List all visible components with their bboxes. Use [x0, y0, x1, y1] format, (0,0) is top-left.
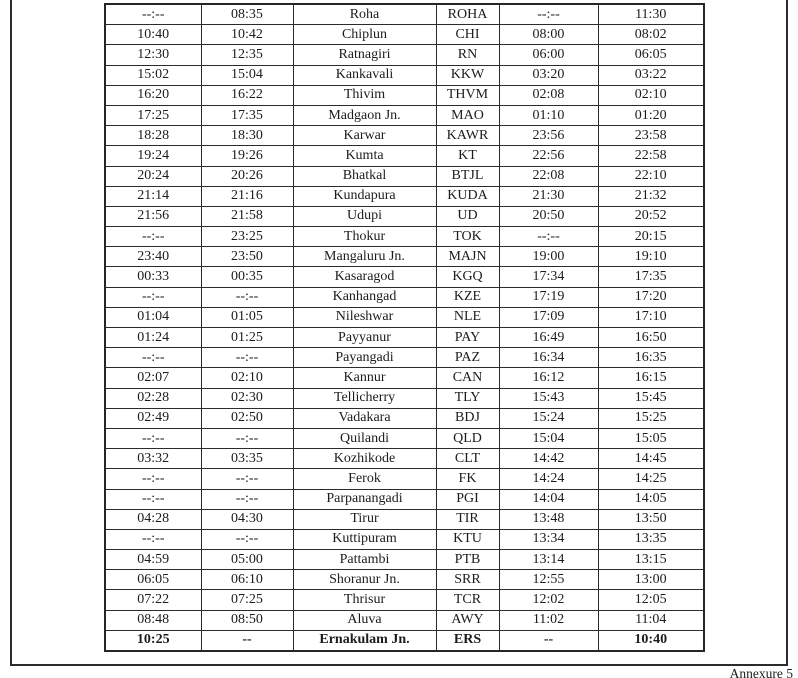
up-departure-cell: 06:05	[598, 45, 704, 65]
table-row	[105, 85, 704, 105]
station-code-cell: PAY	[436, 328, 499, 348]
up-arrival-cell: 06:00	[499, 45, 598, 65]
down-arrival-cell: 23:40	[105, 247, 201, 267]
station-code-cell: KZE	[436, 287, 499, 307]
down-arrival-cell: 01:04	[105, 307, 201, 327]
down-arrival-cell: --:--	[105, 428, 201, 448]
station-name-cell: Parpanangadi	[293, 489, 436, 509]
station-name-cell: Pattambi	[293, 550, 436, 570]
station-code-cell: KKW	[436, 65, 499, 85]
up-departure-cell: 15:45	[598, 388, 704, 408]
down-departure-cell: 07:25	[201, 590, 293, 610]
up-arrival-cell: 12:55	[499, 570, 598, 590]
train-timetable	[104, 3, 705, 652]
page-border-right	[786, 0, 788, 666]
down-arrival-cell: 20:24	[105, 166, 201, 186]
down-arrival-cell: --:--	[105, 227, 201, 247]
station-name-cell: Ferok	[293, 469, 436, 489]
down-departure-cell: 16:22	[201, 85, 293, 105]
station-code-cell: NLE	[436, 307, 499, 327]
up-departure-cell: 16:50	[598, 328, 704, 348]
table-row	[105, 227, 704, 247]
down-arrival-cell: 01:24	[105, 328, 201, 348]
station-code-cell: MAO	[436, 105, 499, 125]
up-arrival-cell: 01:10	[499, 105, 598, 125]
station-code-cell: KTU	[436, 529, 499, 549]
table-row	[105, 247, 704, 267]
down-arrival-cell: 03:32	[105, 449, 201, 469]
up-arrival-cell: 17:19	[499, 287, 598, 307]
up-departure-cell: 01:20	[598, 105, 704, 125]
station-code-cell: TIR	[436, 509, 499, 529]
table-row	[105, 570, 704, 590]
up-arrival-cell: 20:50	[499, 206, 598, 226]
up-departure-cell: 23:58	[598, 126, 704, 146]
up-arrival-cell: 19:00	[499, 247, 598, 267]
up-departure-cell: 20:52	[598, 206, 704, 226]
table-row	[105, 590, 704, 610]
station-code-cell: CLT	[436, 449, 499, 469]
up-departure-cell: 13:00	[598, 570, 704, 590]
station-name-cell: Chiplun	[293, 25, 436, 45]
down-departure-cell: 17:35	[201, 105, 293, 125]
up-departure-cell: 13:50	[598, 509, 704, 529]
up-arrival-cell: --:--	[499, 4, 598, 25]
station-name-cell: Payyanur	[293, 328, 436, 348]
station-name-cell: Kuttipuram	[293, 529, 436, 549]
station-name-cell: Kumta	[293, 146, 436, 166]
down-departure-cell: --:--	[201, 428, 293, 448]
up-arrival-cell: 16:12	[499, 368, 598, 388]
table-row	[105, 509, 704, 529]
up-arrival-cell: 13:48	[499, 509, 598, 529]
down-departure-cell: 01:25	[201, 328, 293, 348]
table-row	[105, 25, 704, 45]
up-departure-cell: 22:10	[598, 166, 704, 186]
up-departure-cell: 21:32	[598, 186, 704, 206]
table-row	[105, 489, 704, 509]
up-departure-cell: 03:22	[598, 65, 704, 85]
up-departure-cell: 17:20	[598, 287, 704, 307]
station-code-cell: ROHA	[436, 4, 499, 25]
down-departure-cell: 00:35	[201, 267, 293, 287]
station-code-cell: PAZ	[436, 348, 499, 368]
station-code-cell: KUDA	[436, 186, 499, 206]
table-row	[105, 206, 704, 226]
up-arrival-cell: 14:24	[499, 469, 598, 489]
down-departure-cell: --:--	[201, 287, 293, 307]
station-code-cell: FK	[436, 469, 499, 489]
down-arrival-cell: 02:28	[105, 388, 201, 408]
station-name-cell: Kankavali	[293, 65, 436, 85]
down-arrival-cell: 04:59	[105, 550, 201, 570]
down-arrival-cell: --:--	[105, 489, 201, 509]
station-code-cell: KAWR	[436, 126, 499, 146]
down-departure-cell: --	[201, 630, 293, 651]
up-arrival-cell: 08:00	[499, 25, 598, 45]
table-row	[105, 126, 704, 146]
station-name-cell: Kannur	[293, 368, 436, 388]
down-arrival-cell: 18:28	[105, 126, 201, 146]
down-departure-cell: 18:30	[201, 126, 293, 146]
up-departure-cell: 20:15	[598, 227, 704, 247]
table-row	[105, 630, 704, 651]
station-name-cell: Thrisur	[293, 590, 436, 610]
down-departure-cell: 23:25	[201, 227, 293, 247]
up-departure-cell: 14:45	[598, 449, 704, 469]
down-departure-cell: 02:50	[201, 408, 293, 428]
table-row	[105, 348, 704, 368]
station-code-cell: AWY	[436, 610, 499, 630]
down-arrival-cell: --:--	[105, 469, 201, 489]
down-departure-cell: 01:05	[201, 307, 293, 327]
up-departure-cell: 11:04	[598, 610, 704, 630]
up-arrival-cell: 12:02	[499, 590, 598, 610]
station-name-cell: Shoranur Jn.	[293, 570, 436, 590]
station-name-cell: Bhatkal	[293, 166, 436, 186]
down-arrival-cell: 10:40	[105, 25, 201, 45]
station-name-cell: Mangaluru Jn.	[293, 247, 436, 267]
up-arrival-cell: 15:24	[499, 408, 598, 428]
station-code-cell: CAN	[436, 368, 499, 388]
station-code-cell: TCR	[436, 590, 499, 610]
down-departure-cell: --:--	[201, 529, 293, 549]
station-name-cell: Quilandi	[293, 428, 436, 448]
table-row	[105, 146, 704, 166]
station-name-cell: Tellicherry	[293, 388, 436, 408]
down-arrival-cell: 08:48	[105, 610, 201, 630]
station-code-cell: ERS	[436, 630, 499, 651]
station-name-cell: Roha	[293, 4, 436, 25]
up-departure-cell: 13:15	[598, 550, 704, 570]
down-departure-cell: 15:04	[201, 65, 293, 85]
up-departure-cell: 14:25	[598, 469, 704, 489]
station-name-cell: Payangadi	[293, 348, 436, 368]
up-departure-cell: 16:15	[598, 368, 704, 388]
table-row	[105, 186, 704, 206]
station-name-cell: Ratnagiri	[293, 45, 436, 65]
up-departure-cell: 13:35	[598, 529, 704, 549]
table-row	[105, 45, 704, 65]
up-departure-cell: 10:40	[598, 630, 704, 651]
up-departure-cell: 17:35	[598, 267, 704, 287]
down-departure-cell: 02:10	[201, 368, 293, 388]
up-arrival-cell: 14:04	[499, 489, 598, 509]
station-code-cell: RN	[436, 45, 499, 65]
page-border-bottom	[10, 664, 788, 666]
up-departure-cell: 11:30	[598, 4, 704, 25]
station-code-cell: KGQ	[436, 267, 499, 287]
down-departure-cell: 08:50	[201, 610, 293, 630]
station-name-cell: Madgaon Jn.	[293, 105, 436, 125]
up-arrival-cell: 13:14	[499, 550, 598, 570]
up-departure-cell: 19:10	[598, 247, 704, 267]
down-arrival-cell: 15:02	[105, 65, 201, 85]
up-arrival-cell: 16:34	[499, 348, 598, 368]
timetable-body	[105, 4, 704, 651]
table-row	[105, 368, 704, 388]
down-arrival-cell: 21:14	[105, 186, 201, 206]
down-departure-cell: 10:42	[201, 25, 293, 45]
station-code-cell: CHI	[436, 25, 499, 45]
down-departure-cell: 05:00	[201, 550, 293, 570]
table-row	[105, 65, 704, 85]
table-row	[105, 428, 704, 448]
station-code-cell: THVM	[436, 85, 499, 105]
up-arrival-cell: 15:43	[499, 388, 598, 408]
table-row	[105, 287, 704, 307]
table-row	[105, 307, 704, 327]
down-arrival-cell: 00:33	[105, 267, 201, 287]
station-code-cell: PTB	[436, 550, 499, 570]
down-arrival-cell: 12:30	[105, 45, 201, 65]
down-departure-cell: 12:35	[201, 45, 293, 65]
up-arrival-cell: 22:56	[499, 146, 598, 166]
station-name-cell: Kanhangad	[293, 287, 436, 307]
down-arrival-cell: --:--	[105, 348, 201, 368]
down-arrival-cell: 02:49	[105, 408, 201, 428]
down-departure-cell: 21:16	[201, 186, 293, 206]
station-code-cell: MAJN	[436, 247, 499, 267]
down-departure-cell: 08:35	[201, 4, 293, 25]
down-departure-cell: 06:10	[201, 570, 293, 590]
station-code-cell: SRR	[436, 570, 499, 590]
down-arrival-cell: 06:05	[105, 570, 201, 590]
down-departure-cell: --:--	[201, 348, 293, 368]
table-row	[105, 4, 704, 25]
table-row	[105, 267, 704, 287]
up-departure-cell: 08:02	[598, 25, 704, 45]
station-name-cell: Udupi	[293, 206, 436, 226]
up-departure-cell: 22:58	[598, 146, 704, 166]
up-arrival-cell: 14:42	[499, 449, 598, 469]
up-departure-cell: 02:10	[598, 85, 704, 105]
down-departure-cell: 21:58	[201, 206, 293, 226]
down-departure-cell: 19:26	[201, 146, 293, 166]
station-code-cell: KT	[436, 146, 499, 166]
table-row	[105, 550, 704, 570]
page-border-left	[10, 0, 12, 666]
up-departure-cell: 17:10	[598, 307, 704, 327]
up-departure-cell: 16:35	[598, 348, 704, 368]
down-arrival-cell: --:--	[105, 4, 201, 25]
up-arrival-cell: 16:49	[499, 328, 598, 348]
station-name-cell: Kundapura	[293, 186, 436, 206]
down-departure-cell: 02:30	[201, 388, 293, 408]
station-code-cell: UD	[436, 206, 499, 226]
annexure-label: Annexure 5	[729, 666, 793, 678]
table-row	[105, 408, 704, 428]
down-departure-cell: 23:50	[201, 247, 293, 267]
down-arrival-cell: 04:28	[105, 509, 201, 529]
up-departure-cell: 15:25	[598, 408, 704, 428]
up-arrival-cell: 03:20	[499, 65, 598, 85]
station-name-cell: Vadakara	[293, 408, 436, 428]
up-arrival-cell: --:--	[499, 227, 598, 247]
up-arrival-cell: 15:04	[499, 428, 598, 448]
station-code-cell: TLY	[436, 388, 499, 408]
down-arrival-cell: 07:22	[105, 590, 201, 610]
up-arrival-cell: 17:34	[499, 267, 598, 287]
down-arrival-cell: --:--	[105, 529, 201, 549]
down-arrival-cell: 17:25	[105, 105, 201, 125]
station-code-cell: BTJL	[436, 166, 499, 186]
down-departure-cell: 04:30	[201, 509, 293, 529]
down-arrival-cell: 21:56	[105, 206, 201, 226]
station-name-cell: Karwar	[293, 126, 436, 146]
up-departure-cell: 15:05	[598, 428, 704, 448]
station-name-cell: Ernakulam Jn.	[293, 630, 436, 651]
station-code-cell: TOK	[436, 227, 499, 247]
table-row	[105, 610, 704, 630]
station-name-cell: Thokur	[293, 227, 436, 247]
down-arrival-cell: 19:24	[105, 146, 201, 166]
down-departure-cell: --:--	[201, 489, 293, 509]
up-arrival-cell: 17:09	[499, 307, 598, 327]
down-arrival-cell: 10:25	[105, 630, 201, 651]
table-row	[105, 469, 704, 489]
table-row	[105, 166, 704, 186]
table-row	[105, 328, 704, 348]
down-arrival-cell: --:--	[105, 287, 201, 307]
station-code-cell: QLD	[436, 428, 499, 448]
table-row	[105, 388, 704, 408]
station-name-cell: Nileshwar	[293, 307, 436, 327]
up-arrival-cell: 13:34	[499, 529, 598, 549]
down-departure-cell: 20:26	[201, 166, 293, 186]
table-row	[105, 529, 704, 549]
up-arrival-cell: 22:08	[499, 166, 598, 186]
station-name-cell: Thivim	[293, 85, 436, 105]
up-departure-cell: 12:05	[598, 590, 704, 610]
up-arrival-cell: 02:08	[499, 85, 598, 105]
station-name-cell: Kozhikode	[293, 449, 436, 469]
station-code-cell: BDJ	[436, 408, 499, 428]
down-arrival-cell: 02:07	[105, 368, 201, 388]
down-departure-cell: --:--	[201, 469, 293, 489]
up-arrival-cell: 23:56	[499, 126, 598, 146]
station-name-cell: Tirur	[293, 509, 436, 529]
station-code-cell: PGI	[436, 489, 499, 509]
down-departure-cell: 03:35	[201, 449, 293, 469]
up-arrival-cell: 21:30	[499, 186, 598, 206]
station-name-cell: Kasaragod	[293, 267, 436, 287]
down-arrival-cell: 16:20	[105, 85, 201, 105]
station-name-cell: Aluva	[293, 610, 436, 630]
up-departure-cell: 14:05	[598, 489, 704, 509]
up-arrival-cell: 11:02	[499, 610, 598, 630]
table-row	[105, 449, 704, 469]
up-arrival-cell: --	[499, 630, 598, 651]
table-row	[105, 105, 704, 125]
